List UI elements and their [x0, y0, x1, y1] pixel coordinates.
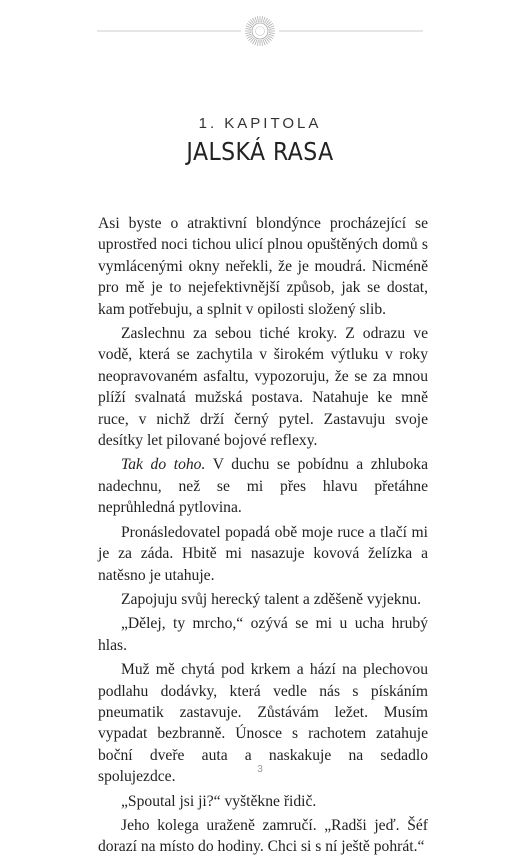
paragraph: [98, 323, 428, 451]
paragraph: [98, 613, 428, 656]
paragraph-text: V duchu se pobídnu a zhluboka nadechnu, než se mi přes hlavu přetáhne neprůhledná pytlovina.: [98, 456, 428, 517]
paragraph: [98, 213, 428, 320]
paragraph-text: „Spoutal jsi ji?“ vyštěkne řidič.: [121, 792, 317, 810]
header-ornament: [97, 14, 423, 48]
paragraph: [98, 454, 428, 518]
paragraph-text: Jeho kolega uraženě zamručí. „Radši jeď. Šéf dorazí na místo do hodiny. Chci si s ní ještě pohrát.“: [98, 816, 428, 856]
paragraph-text: Muž mě chytá pod krkem a hází na plechovou podlahu dodávky, která vedle nás s pískáním pneumatik zastavuje. Zůstávám ležet. Musím vypadat bezbranně. Únosce s rachotem zatahuje boční dveře auta a naskakuje na sedadlo spolujezdce.: [98, 661, 428, 786]
page-number: 3: [257, 764, 263, 775]
paragraph: [98, 522, 428, 586]
paragraph: [98, 815, 428, 858]
chapter-title: JALSKÁ RASA: [186, 137, 334, 166]
paragraph-text: Asi byste o atraktivní blondýnce procházející se uprostřed noci tichou ulicí plnou opuštěných domů s vymlácenými okny neřekli, že je moudrá. Nicméně pro mě je to nejefektivnější způsob, jak se dostat, kam potřebuju, a splnit v opilosti složený slib.: [98, 215, 428, 318]
paragraph-text: Zapojuju svůj herecký talent a zděšeně vyjeknu.: [121, 590, 422, 608]
paragraph: [98, 589, 428, 610]
chapter-number: 1. KAPITOLA: [198, 115, 322, 132]
sun-ornament-icon: [97, 14, 423, 48]
chapter-body: [98, 213, 428, 858]
paragraph-italic-lead: Tak do toho.: [121, 456, 206, 474]
paragraph-text: „Dělej, ty mrcho,“ ozývá se mi u ucha hrubý hlas.: [98, 615, 428, 654]
paragraph-text: Zaslechnu za sebou tiché kroky. Z odrazu ve vodě, která se zachytila v širokém výtluku v roky neopravovaném asfaltu, vypozoruju, že se za mnou plíží svalnatá mužská postava. Natahuje ke mně ruce, v nichž drží černý pytel. Zastavuju svoje desítky let pilované bojové reflexy.: [98, 325, 428, 450]
paragraph-text: Pronásledovatel popadá obě moje ruce a tlačí mi je za záda. Hbitě mi nasazuje kovová želízka a natěsno je utahuje.: [98, 523, 428, 584]
paragraph: [98, 791, 428, 812]
